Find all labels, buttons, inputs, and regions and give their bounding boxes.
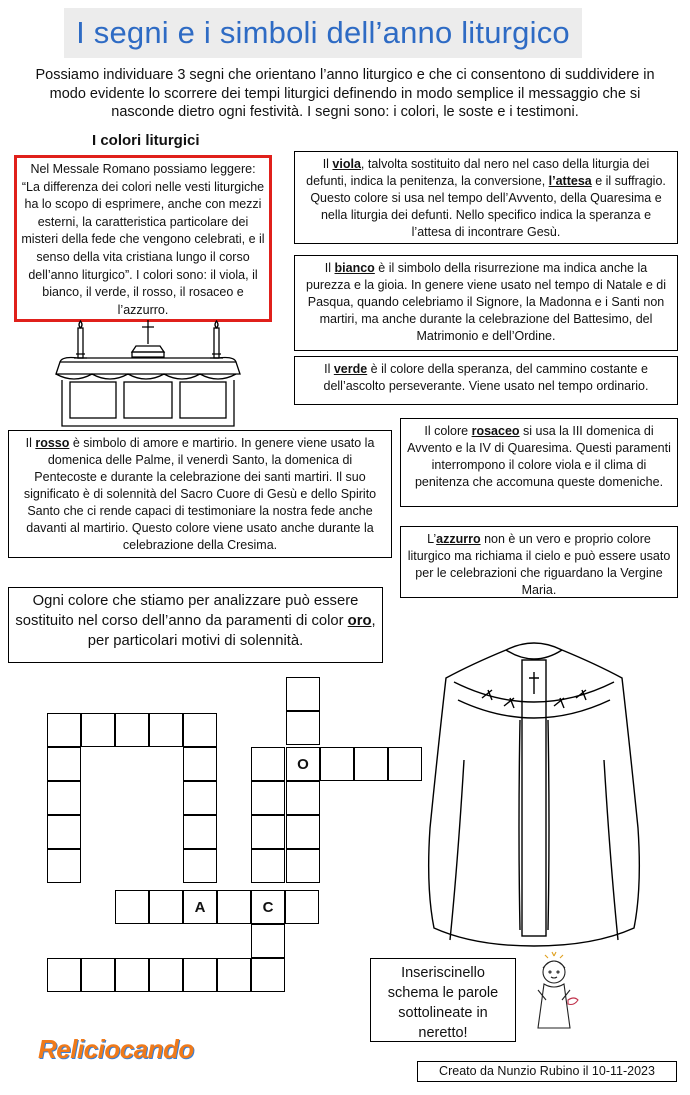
bianco-box <box>294 255 678 351</box>
crossword-cell[interactable] <box>47 815 81 849</box>
rosso-keyword: rosso <box>35 436 70 450</box>
crossword-cell[interactable] <box>183 815 217 849</box>
oro-keyword: oro <box>347 613 372 629</box>
crossword-cell[interactable] <box>217 890 251 924</box>
credit-text: Creato da Nunzio Rubino il 10-11-2023 <box>439 1064 655 1078</box>
crossword-cell[interactable] <box>115 890 149 924</box>
oro-text-b: , per particolari motivi di solennità. <box>87 613 376 649</box>
letter-o: O <box>297 755 309 773</box>
azzurro-text-a: L’ <box>427 532 437 546</box>
viola-text-c: e il suffragio. Questo colore si usa nel tempo dell’Avvento, della Quaresima e nella liturgia dei defunti. Nello specifico indica la speranza e l’attesa di incontrare Gesù. <box>310 174 666 239</box>
altar-illustration <box>52 318 244 428</box>
crossword-cell[interactable] <box>354 747 388 781</box>
crossword-cell[interactable] <box>183 890 217 924</box>
page-title: I segni e i simboli dell’anno liturgico <box>76 15 570 50</box>
crossword-cell[interactable] <box>251 781 285 815</box>
crossword-cell[interactable] <box>183 958 217 992</box>
crossword-cell[interactable] <box>115 713 149 747</box>
crossword-cell[interactable] <box>183 713 217 747</box>
logo: Reliciocando <box>38 1034 194 1064</box>
azzurro-text-b: non è un vero e proprio colore liturgico ma richiama il cielo e può essere usato per le celebrazioni che riguardano la Vergine Maria. <box>407 532 671 597</box>
crossword-cell[interactable] <box>81 958 115 992</box>
crossword-cell[interactable] <box>47 747 81 781</box>
crossword-cell[interactable] <box>183 747 217 781</box>
instruction-box <box>370 958 516 1042</box>
crossword-cell[interactable] <box>47 958 81 992</box>
verde-text-b: è il colore della speranza, del cammino costante e dell’ascolto perseverante. Viene usato nel tempo ordinario. <box>323 362 649 393</box>
crossword-cell[interactable] <box>251 849 285 883</box>
intro-paragraph: Possiamo individuare 3 segni che orientano l’anno liturgico e che ci consentono di suddividere in modo evidente lo scorrere dei tempi liturgici definendo in modo semplice il messaggio che si nasconde dietro ogni festività. I segni sono: i colori, le soste e i testimoni. <box>35 67 655 120</box>
credit-box <box>417 1061 677 1082</box>
crossword-cell[interactable] <box>149 890 183 924</box>
azzurro-keyword: azzurro <box>436 532 481 546</box>
crossword-cell[interactable] <box>149 958 183 992</box>
crossword-cell[interactable] <box>285 890 319 924</box>
viola-box <box>294 151 678 244</box>
messale-quote-box <box>14 155 272 322</box>
crossword-cell[interactable] <box>251 890 285 924</box>
rosaceo-text-a: Il colore <box>424 424 472 438</box>
verde-text-a: Il <box>324 362 334 376</box>
crossword-cell[interactable] <box>149 713 183 747</box>
crossword-cell[interactable] <box>286 849 320 883</box>
azzurro-box <box>400 526 678 598</box>
crossword-cell[interactable] <box>217 958 251 992</box>
attesa-keyword: l’attesa <box>548 174 592 188</box>
crossword-cell[interactable] <box>286 747 320 781</box>
child-illustration <box>524 950 584 1040</box>
crossword-cell[interactable] <box>388 747 422 781</box>
chasuble-illustration <box>424 640 644 952</box>
crossword-cell[interactable] <box>47 849 81 883</box>
letter-c: C <box>262 898 274 916</box>
rosaceo-keyword: rosaceo <box>471 424 520 438</box>
crossword-cell[interactable] <box>251 747 285 781</box>
section-title: I colori liturgici <box>92 132 200 149</box>
crossword-cell[interactable] <box>183 849 217 883</box>
crossword-cell[interactable] <box>286 815 320 849</box>
rosso-box <box>8 430 392 558</box>
rosaceo-box <box>400 418 678 507</box>
crossword-cell[interactable] <box>183 781 217 815</box>
title-banner <box>64 8 582 58</box>
verde-box <box>294 356 678 405</box>
crossword-cell[interactable] <box>81 713 115 747</box>
crossword-cell[interactable] <box>251 815 285 849</box>
oro-box <box>8 587 383 663</box>
instruction-text: Inseriscinello schema le parole sottolineate in neretto! <box>387 965 499 1041</box>
rosso-text-b: è simbolo di amore e martirio. In genere viene usato la domenica delle Palme, il venerdì Santo, la domenica di Pentecoste e durante la celebrazione dei santi martiri. Il suo significato è di solennità del Sacro Cuore di Gesù e dello Spirito Santo che ci rende capaci di testimoniare la nostra fede anche davanti al martirio. Questo colore viene usato anche durante la celebrazione della Cresima. <box>23 436 377 552</box>
crossword-cell[interactable] <box>286 677 320 711</box>
verde-keyword: verde <box>333 362 368 376</box>
bianco-keyword: bianco <box>334 261 375 275</box>
crossword-cell[interactable] <box>115 958 149 992</box>
letter-a: A <box>194 898 206 916</box>
viola-text-b: , talvolta sostituito dal nero nel caso della liturgia dei defunti, indica la penitenza, la conversione, <box>306 157 650 188</box>
rosaceo-text-b: si usa la III domenica di Avvento e la IV di Quaresima. Questi paramenti interrompono il colore viola e il clima di penitenza che accomuna queste domeniche. <box>407 424 671 489</box>
oro-text-a: Ogni colore che stiamo per analizzare può essere sostituito nel corso dell’anno da paramenti di color <box>15 593 359 629</box>
viola-keyword: viola <box>332 157 361 171</box>
rosso-text-a: Il <box>25 436 36 450</box>
crossword-cell[interactable] <box>251 924 285 958</box>
bianco-text-a: Il <box>324 261 335 275</box>
crossword-cell[interactable] <box>320 747 354 781</box>
crossword-cell[interactable] <box>286 711 320 745</box>
crossword-cell[interactable] <box>251 958 285 992</box>
quote-text: Nel Messale Romano possiamo leggere: “La differenza dei colori nelle vesti liturgiche ha lo scopo di esprimere, anche con mezzi esterni, la caratteristica particolare dei misteri della fede che vengono celebrati, e il senso della vita cristiana lungo il corso dell’anno liturgico”. I colori sono: il viola, il bianco, il verde, il rosso, il rosaceo e l’azzurro. <box>21 162 265 317</box>
viola-text-a: Il <box>322 157 333 171</box>
bianco-text-b: è il simbolo della risurrezione ma indica anche la purezza e la gioia. In genere viene usato nel tempo di Natale e di Pasqua, quando celebriamo il Signore, la Madonna e i Santi non martiri, ma anche durante la celebrazione del Battesimo, del Matrimonio e dell’Ordine. <box>306 261 666 343</box>
crossword-cell[interactable] <box>47 713 81 747</box>
crossword-cell[interactable] <box>47 781 81 815</box>
crossword-cell[interactable] <box>286 781 320 815</box>
